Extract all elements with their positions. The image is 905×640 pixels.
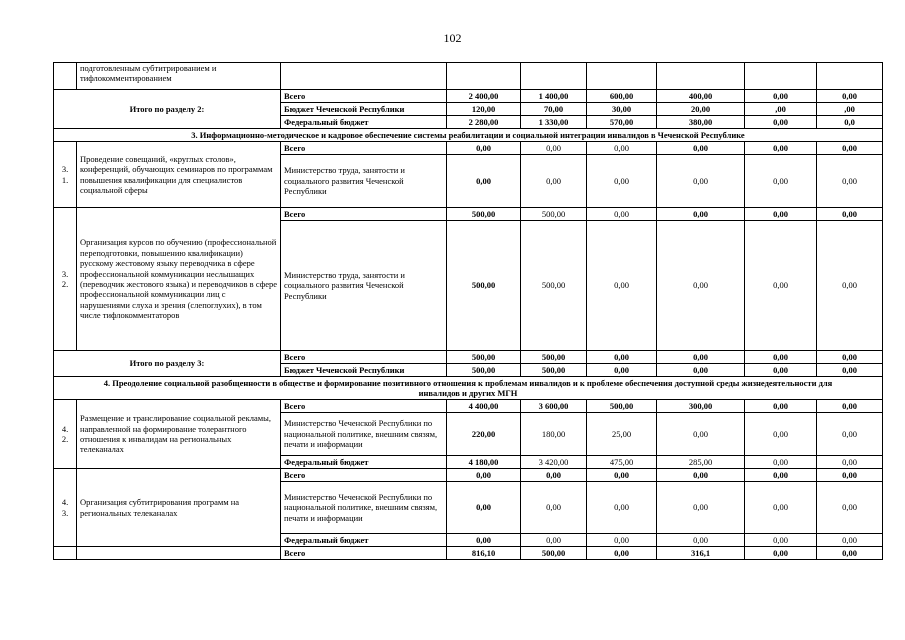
value-cell: 500,00 (447, 208, 521, 221)
funding-source: Бюджет Чеченской Республики (281, 103, 447, 116)
funding-source: Бюджет Чеченской Республики (281, 364, 447, 377)
value-cell: 0,00 (521, 469, 587, 482)
value-cell: 70,00 (521, 103, 587, 116)
value-cell: 0,00 (817, 142, 883, 155)
value-cell: 0,00 (817, 364, 883, 377)
value-cell: 0,00 (657, 413, 745, 456)
funding-source: Федеральный бюджет (281, 116, 447, 129)
section-title: 4. Преодоление социальной разобщенности в обществе и формирование позитивного отношения к проблемам инвалидов и к проблеме обеспечения доступной среды жизнедеятельности для инвалидов и других МГН (54, 377, 883, 400)
value-cell: 0,00 (447, 469, 521, 482)
value-cell: 0,00 (817, 400, 883, 413)
funding-source: Всего (281, 142, 447, 155)
table-row (54, 351, 883, 364)
funding-source: Министерство труда, занятости и социального развития Чеченской Республики (281, 221, 447, 351)
value-cell: 0,00 (521, 482, 587, 534)
table-row (54, 208, 883, 221)
value-cell: 0,00 (745, 482, 817, 534)
value-cell: 0,00 (817, 208, 883, 221)
table-row (54, 400, 883, 413)
value-cell: 0,00 (745, 413, 817, 456)
value-cell: 0,00 (587, 364, 657, 377)
value-cell: 500,00 (521, 364, 587, 377)
value-cell: 500,00 (447, 364, 521, 377)
value-cell: 20,00 (657, 103, 745, 116)
value-cell: 0,00 (587, 469, 657, 482)
value-cell: 285,00 (657, 456, 745, 469)
value-cell: 570,00 (587, 116, 657, 129)
value-cell: 0,00 (817, 547, 883, 560)
value-cell: 0,00 (817, 351, 883, 364)
value-cell: 0,0 (817, 116, 883, 129)
item-name: Проведение совещаний, «круглых столов», конференций, обучающих семинаров по программам повышения квалификации для специалистов социальной сферы (77, 142, 281, 208)
value-cell: 500,00 (521, 221, 587, 351)
value-cell: 0,00 (745, 534, 817, 547)
funding-source: Всего (281, 351, 447, 364)
funding-source: Министерство Чеченской Республики по национальной политике, внешним связям, печати и информации (281, 413, 447, 456)
value-cell: 0,00 (817, 155, 883, 208)
value-cell: 500,00 (447, 351, 521, 364)
table-row (54, 63, 883, 90)
value-cell: 0,00 (447, 482, 521, 534)
value-cell: 0,00 (745, 547, 817, 560)
value-cell: 0,00 (745, 142, 817, 155)
value-cell: 0,00 (817, 413, 883, 456)
value-cell: 816,10 (447, 547, 521, 560)
page-number: 102 (443, 31, 462, 45)
table-row (54, 142, 883, 155)
value-cell: 0,00 (817, 482, 883, 534)
value-cell: 0,00 (745, 116, 817, 129)
value-cell: 0,00 (657, 221, 745, 351)
value-cell: 0,00 (657, 482, 745, 534)
value-cell: 0,00 (447, 155, 521, 208)
value-cell: 0,00 (447, 142, 521, 155)
value-cell: 0,00 (657, 351, 745, 364)
funding-source: Министерство Чеченской Республики по национальной политике, внешним связям, печати и информации (281, 482, 447, 534)
section-title: 3. Информационно-методическое и кадровое обеспечение системы реабилитации и социальной интеграции инвалидов в Чеченской Республике (54, 129, 883, 142)
value-cell: 0,00 (745, 456, 817, 469)
value-cell: 25,00 (587, 413, 657, 456)
value-cell: 500,00 (521, 351, 587, 364)
value-cell: 0,00 (745, 364, 817, 377)
value-cell: 0,00 (587, 208, 657, 221)
value-cell: 0,00 (745, 221, 817, 351)
funding-source: Всего (281, 90, 447, 103)
value-cell: 0,00 (817, 90, 883, 103)
value-cell: ,00 (745, 103, 817, 116)
item-name: Организация субтитрирования программ на региональных телеканалах (77, 469, 281, 547)
funding-source: Федеральный бюджет (281, 456, 447, 469)
item-index: 4. 2. (54, 400, 77, 469)
value-cell: 0,00 (817, 469, 883, 482)
item-name: Размещение и транслирование социальной рекламы, направленной на формирование толерантного отношения к инвалидам на региональных телеканалах (77, 400, 281, 469)
item-name: Организация курсов по обучению (профессиональной переподготовки, повышению квалификации) русскому жестовому языку переводчика в сфере профессиональной коммуникации неслышащих (переводчик жестового языка) и переводчиков в сфере профессиональной коммуникации лиц с нарушениями слуха и зрения (слепоглухих), в том числе тифлокомментаторов (77, 208, 281, 351)
budget-table (53, 62, 883, 560)
section-total-label: Итого по разделу 3: (54, 351, 281, 377)
value-cell: 0,00 (745, 155, 817, 208)
value-cell: 500,00 (447, 221, 521, 351)
value-cell: 220,00 (447, 413, 521, 456)
funding-source: Министерство труда, занятости и социального развития Чеченской Республики (281, 155, 447, 208)
value-cell: ,00 (817, 103, 883, 116)
value-cell: 0,00 (817, 456, 883, 469)
value-cell: 3 420,00 (521, 456, 587, 469)
value-cell: 0,00 (745, 400, 817, 413)
table-row (54, 547, 883, 560)
value-cell: 4 400,00 (447, 400, 521, 413)
value-cell: 0,00 (521, 142, 587, 155)
value-cell: 0,00 (587, 547, 657, 560)
value-cell: 120,00 (447, 103, 521, 116)
value-cell: 180,00 (521, 413, 587, 456)
item-index: 4. 3. (54, 469, 77, 547)
value-cell: 500,00 (521, 208, 587, 221)
value-cell: 1 400,00 (521, 90, 587, 103)
value-cell: 0,00 (587, 155, 657, 208)
value-cell: 0,00 (587, 351, 657, 364)
funding-source: Всего (281, 208, 447, 221)
value-cell: 400,00 (657, 90, 745, 103)
value-cell: 0,00 (817, 534, 883, 547)
value-cell: 500,00 (587, 400, 657, 413)
item-index: 3. 2. (54, 208, 77, 351)
value-cell: 0,00 (657, 534, 745, 547)
value-cell: 0,00 (745, 208, 817, 221)
value-cell: 0,00 (657, 469, 745, 482)
funding-source: Федеральный бюджет (281, 534, 447, 547)
table-row (54, 377, 883, 400)
table-row (54, 129, 883, 142)
value-cell: 0,00 (587, 482, 657, 534)
funding-source: Всего (281, 547, 447, 560)
value-cell: 30,00 (587, 103, 657, 116)
value-cell: 380,00 (657, 116, 745, 129)
value-cell: 0,00 (587, 534, 657, 547)
value-cell: 0,00 (587, 221, 657, 351)
value-cell: 0,00 (745, 90, 817, 103)
value-cell: 3 600,00 (521, 400, 587, 413)
value-cell: 0,00 (657, 208, 745, 221)
value-cell: 300,00 (657, 400, 745, 413)
value-cell: 0,00 (657, 364, 745, 377)
value-cell: 316,1 (657, 547, 745, 560)
value-cell: 0,00 (587, 142, 657, 155)
value-cell: 0,00 (521, 534, 587, 547)
item-name: подготовленным субтитрированием и тифлокомментированием (77, 63, 281, 90)
funding-source: Всего (281, 400, 447, 413)
value-cell: 0,00 (817, 221, 883, 351)
value-cell: 0,00 (447, 534, 521, 547)
table-row (54, 90, 883, 103)
value-cell: 0,00 (657, 155, 745, 208)
funding-source: Всего (281, 469, 447, 482)
value-cell: 0,00 (521, 155, 587, 208)
value-cell: 0,00 (745, 469, 817, 482)
value-cell: 1 330,00 (521, 116, 587, 129)
value-cell: 0,00 (745, 351, 817, 364)
value-cell: 600,00 (587, 90, 657, 103)
value-cell: 500,00 (521, 547, 587, 560)
value-cell: 0,00 (657, 142, 745, 155)
item-index: 3. 1. (54, 142, 77, 208)
value-cell: 4 180,00 (447, 456, 521, 469)
value-cell: 2 400,00 (447, 90, 521, 103)
value-cell: 2 280,00 (447, 116, 521, 129)
value-cell: 475,00 (587, 456, 657, 469)
table-row (54, 469, 883, 482)
section-total-label: Итого по разделу 2: (54, 90, 281, 129)
